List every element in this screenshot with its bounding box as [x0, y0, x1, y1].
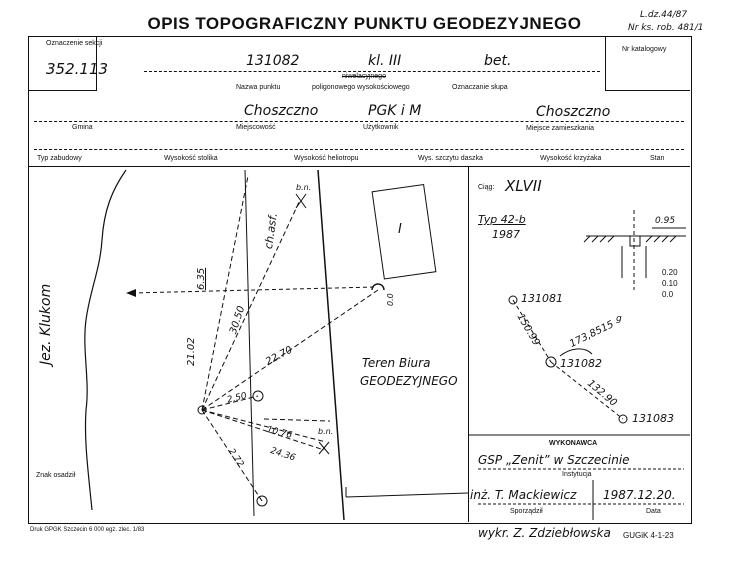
print-info: Druk GPGK Szczecin 6 000 egz. zlec. 1/83: [30, 527, 145, 533]
area-line-1: Teren Biura: [362, 356, 431, 370]
col-status: Stan: [650, 155, 665, 162]
residence-label: Miejsce zamieszkania: [526, 125, 595, 132]
section-label: Oznaczenie sekcji: [46, 40, 103, 47]
network-label: poligonowego wysokościowego: [312, 84, 410, 91]
znak-label: Znak osadził: [36, 472, 76, 479]
road-label: ch.asf.: [262, 212, 280, 250]
point-b: 131082: [560, 357, 602, 370]
network-strike: niwelacyjnego: [342, 73, 386, 80]
dist-3050: 30.50: [228, 304, 248, 336]
col-building-type: Typ zabudowy: [37, 155, 82, 162]
gmina-label: Gmina: [72, 124, 93, 131]
date-label: Data: [646, 508, 661, 515]
point-name-value: 131082: [246, 53, 300, 69]
dist-bc: 132.90: [584, 378, 619, 409]
dist-272: 2.72: [225, 447, 246, 470]
date-value: 1987.12.20.: [603, 488, 676, 502]
wykonawca-heading: WYKONAWCA: [549, 440, 598, 447]
point-c: 131083: [632, 412, 674, 425]
depth-value: 0.95: [655, 216, 676, 226]
ref-number: L.dz.44/87: [640, 10, 688, 20]
user-label: Użytkownik: [363, 124, 399, 131]
institution-label: Instytucja: [562, 471, 592, 478]
post-value: bet.: [484, 53, 512, 69]
dist-00: 0.0: [386, 293, 395, 306]
ciag-value: XLVII: [505, 177, 542, 195]
catalog-label: Nr katalogowy: [622, 46, 667, 53]
user-value: PGK i M: [368, 103, 422, 119]
angle-unit: g: [616, 314, 622, 324]
locality-label: Miejscowość: [236, 124, 276, 131]
ciag-label: Ciąg:: [478, 184, 495, 191]
class-value: kl. III: [368, 53, 402, 69]
work-book-number: Nr ks. rob. 481/1: [628, 23, 704, 33]
form-code: GUGiK 4-1-23: [623, 531, 674, 540]
section-value: 352.113: [46, 60, 109, 78]
area-line-2: GEODEZYJNEGO: [360, 374, 458, 388]
col-roof-height: Wys. szczytu daszka: [418, 155, 483, 162]
locality-value: Choszczno: [244, 103, 319, 119]
building-label: I: [398, 222, 402, 237]
author-label: Sporządził: [510, 508, 543, 515]
dist-ab: 150.99: [514, 312, 542, 348]
dist-635: 6.35: [196, 267, 207, 290]
point-name-label: Nazwa punktu: [236, 84, 281, 91]
author-value: inż. T. Mackiewicz: [470, 488, 577, 502]
benchmark-1: b.n.: [296, 183, 312, 192]
dist-250: 2.50: [226, 391, 248, 406]
point-a: 131081: [521, 292, 563, 305]
document-title: OPIS TOPOGRAFICZNY PUNKTU GEODEZYJNEGO: [147, 14, 582, 33]
year-value: 1987: [492, 228, 520, 241]
dist-1076: 10.76: [265, 425, 294, 441]
benchmark-2: b.n.: [318, 427, 334, 436]
institution-value: GSP „Zenit” w Szczecinie: [478, 453, 630, 467]
height-1: 0.20: [662, 268, 678, 277]
dist-2436: 24.36: [268, 446, 297, 464]
angle-value: 173,8515: [568, 319, 616, 350]
lake-label: Jez. Klukom: [38, 283, 54, 365]
post-label: Oznaczanie słupa: [452, 84, 508, 91]
dist-2270: 22.70: [264, 344, 295, 368]
col-table-height: Wysokość stolika: [164, 155, 218, 162]
type-value: Typ 42-b: [478, 213, 526, 226]
height-2: 0.10: [662, 279, 678, 288]
dist-2102: 21.02: [186, 337, 197, 366]
col-cross-height: Wysokość krzyżaka: [540, 155, 602, 162]
height-3: 0.0: [662, 290, 674, 299]
col-heliotrope-height: Wysokość heliotropu: [294, 155, 359, 162]
drawn-by: wykr. Z. Zdziebłowska: [478, 526, 611, 540]
residence-value: Choszczno: [536, 104, 611, 120]
